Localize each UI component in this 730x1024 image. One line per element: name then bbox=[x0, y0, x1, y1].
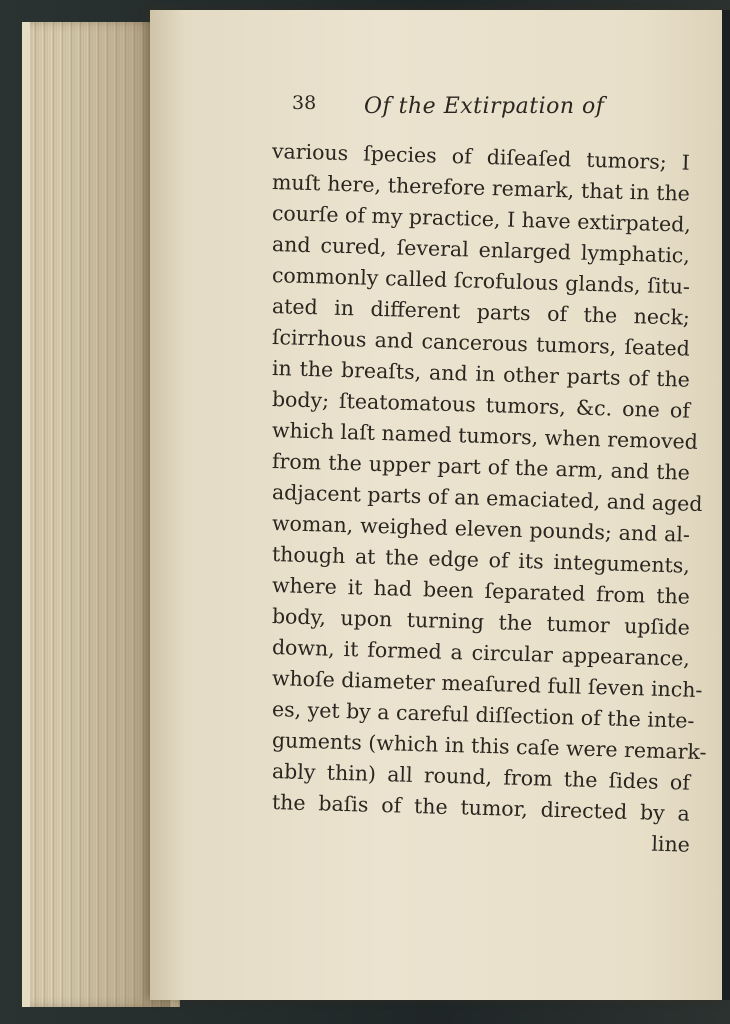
page-number: 38 bbox=[292, 92, 317, 114]
page-header bbox=[292, 92, 652, 128]
text-line: and cured, ſeveral enlarged lymphatic, bbox=[271, 232, 691, 268]
text-line: in the breaſts, and in other parts of the bbox=[271, 356, 691, 392]
text-line: the baſis of the tumor, directed by a bbox=[271, 790, 691, 826]
gutter-shadow bbox=[722, 10, 730, 1000]
text-line: guments (which in this caſe were remark- bbox=[271, 728, 707, 765]
text-line: es, yet by a careful diſſection of the inte- bbox=[271, 697, 695, 733]
catchword: line bbox=[651, 831, 691, 857]
text-line: which laſt named tumors, when removed bbox=[271, 418, 699, 454]
text-line: down, it formed a circular appearance, bbox=[271, 635, 691, 671]
text-line: ably thin) all round, from the ſides of bbox=[271, 759, 691, 795]
text-line: whoſe diameter meaſured full ſeven inch- bbox=[271, 666, 703, 703]
text-line: courſe of my practice, I have extirpated, bbox=[271, 201, 692, 237]
text-line: ated in different parts of the neck; bbox=[271, 294, 691, 330]
text-line: adjacent parts of an emaciated, and aged bbox=[271, 480, 703, 517]
text-line: various ſpecies of diſeaſed tumors; I bbox=[271, 139, 691, 175]
running-head: Of the Extirpation of bbox=[364, 94, 605, 119]
text-line: muſt here, therefore remark, that in the bbox=[271, 170, 691, 206]
body-text bbox=[271, 136, 707, 857]
text-line: body, upon turning the tumor upſide bbox=[271, 604, 691, 640]
text-line: body; ſteatomatous tumors, &c. one of bbox=[271, 387, 691, 423]
text-line: ſcirrhous and cancerous tumors, ſeated bbox=[271, 325, 691, 361]
text-line: commonly called ſcrofulous glands, ſitu- bbox=[271, 263, 691, 299]
text-line: woman, weighed eleven pounds; and al- bbox=[271, 511, 691, 547]
text-line: where it had been ſeparated from the bbox=[271, 573, 691, 609]
text-line: though at the edge of its integuments, bbox=[271, 542, 691, 578]
text-line: from the upper part of the arm, and the bbox=[271, 449, 691, 485]
